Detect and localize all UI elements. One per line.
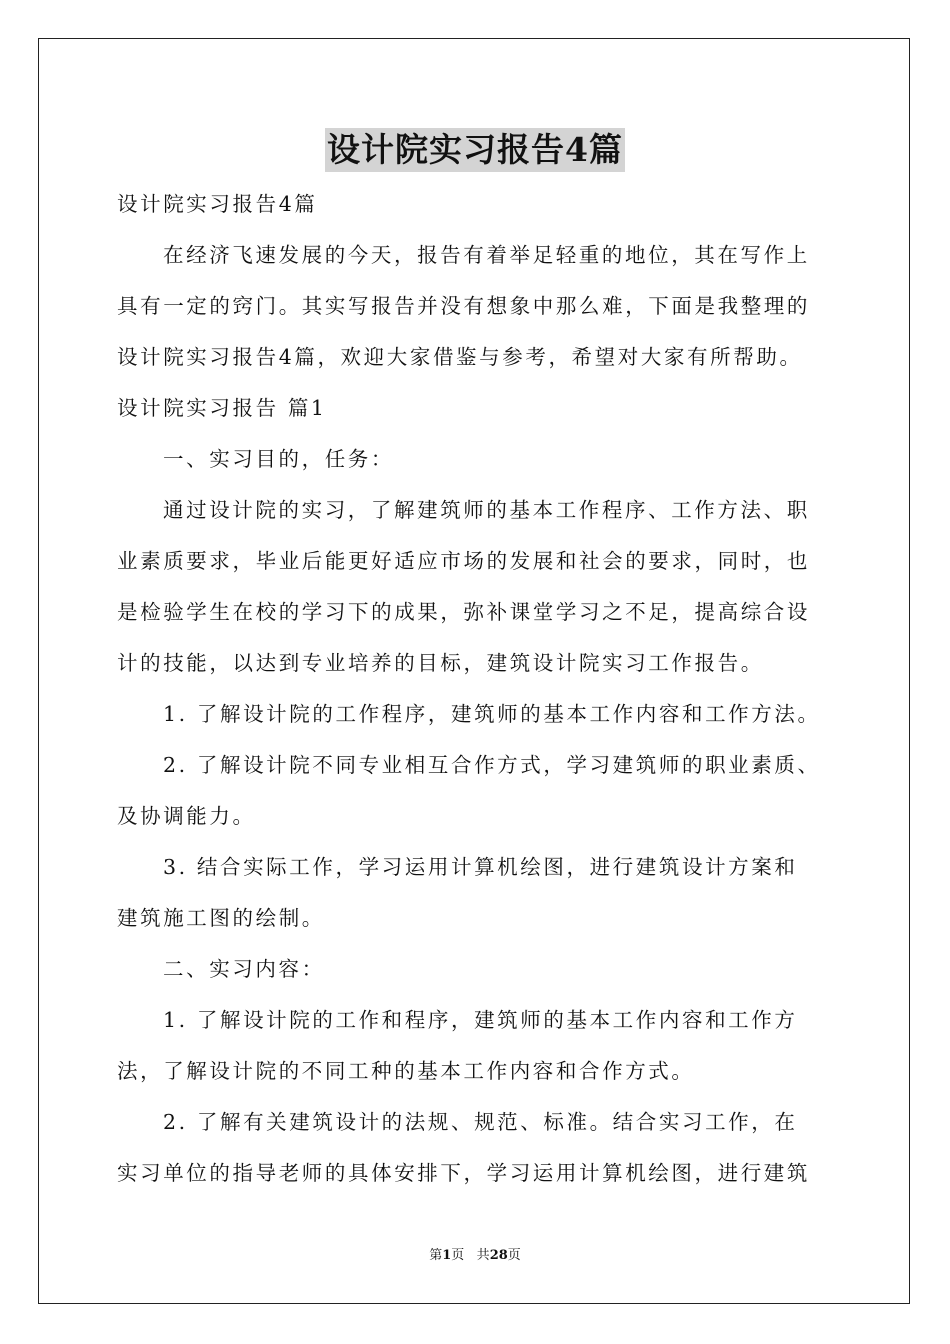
document-title: 设计院实习报告4篇 <box>325 128 625 172</box>
list-item: 1. 了解设计院的工作程序，建筑师的基本工作内容和工作方法。 <box>163 702 821 726</box>
total-pages: 28 <box>489 1248 508 1263</box>
body-line: 建筑施工图的绘制。 <box>117 906 325 930</box>
total-prefix: 共 <box>476 1248 490 1263</box>
page-number: 1 <box>442 1248 452 1263</box>
body-line: 设计院实习报告4篇，欢迎大家借鉴与参考，希望对大家有所帮助。 <box>117 345 803 369</box>
list-item: 2. 了解设计院不同专业相互合作方式，学习建筑师的职业素质、 <box>163 753 821 777</box>
section-heading: 设计院实习报告 篇1 <box>117 396 327 420</box>
list-item: 1. 了解设计院的工作和程序，建筑师的基本工作内容和工作方 <box>163 1008 798 1032</box>
total-suffix: 页 <box>507 1248 521 1263</box>
subsection-heading: 二、实习内容： <box>163 957 325 981</box>
body-line: 通过设计院的实习，了解建筑师的基本工作程序、工作方法、职 <box>163 498 810 522</box>
body-line: 业素质要求，毕业后能更好适应市场的发展和社会的要求，同时，也 <box>117 549 810 573</box>
page-footer <box>0 1247 950 1265</box>
list-item: 2. 了解有关建筑设计的法规、规范、标准。结合实习工作，在 <box>163 1110 798 1134</box>
page-prefix: 第 <box>429 1248 443 1263</box>
body-line: 及协调能力。 <box>117 804 256 828</box>
page-suffix: 页 <box>451 1248 465 1263</box>
body-line: 具有一定的窍门。其实写报告并没有想象中那么难，下面是我整理的 <box>117 294 810 318</box>
document-body <box>117 179 841 1199</box>
list-item: 3. 结合实际工作，学习运用计算机绘图，进行建筑设计方案和 <box>163 855 798 879</box>
body-line: 计的技能，以达到专业培养的目标，建筑设计院实习工作报告。 <box>117 651 764 675</box>
subsection-heading: 一、实习目的，任务： <box>163 447 394 471</box>
body-line: 是检验学生在校的学习下的成果，弥补课堂学习之不足，提高综合设 <box>117 600 810 624</box>
body-line: 法，了解设计院的不同工种的基本工作内容和合作方式。 <box>117 1059 695 1083</box>
title-container <box>0 128 950 172</box>
body-line: 设计院实习报告4篇 <box>117 192 318 216</box>
body-line: 实习单位的指导老师的具体安排下，学习运用计算机绘图，进行建筑 <box>117 1161 810 1185</box>
body-line: 在经济飞速发展的今天，报告有着举足轻重的地位，其在写作上 <box>163 243 810 267</box>
